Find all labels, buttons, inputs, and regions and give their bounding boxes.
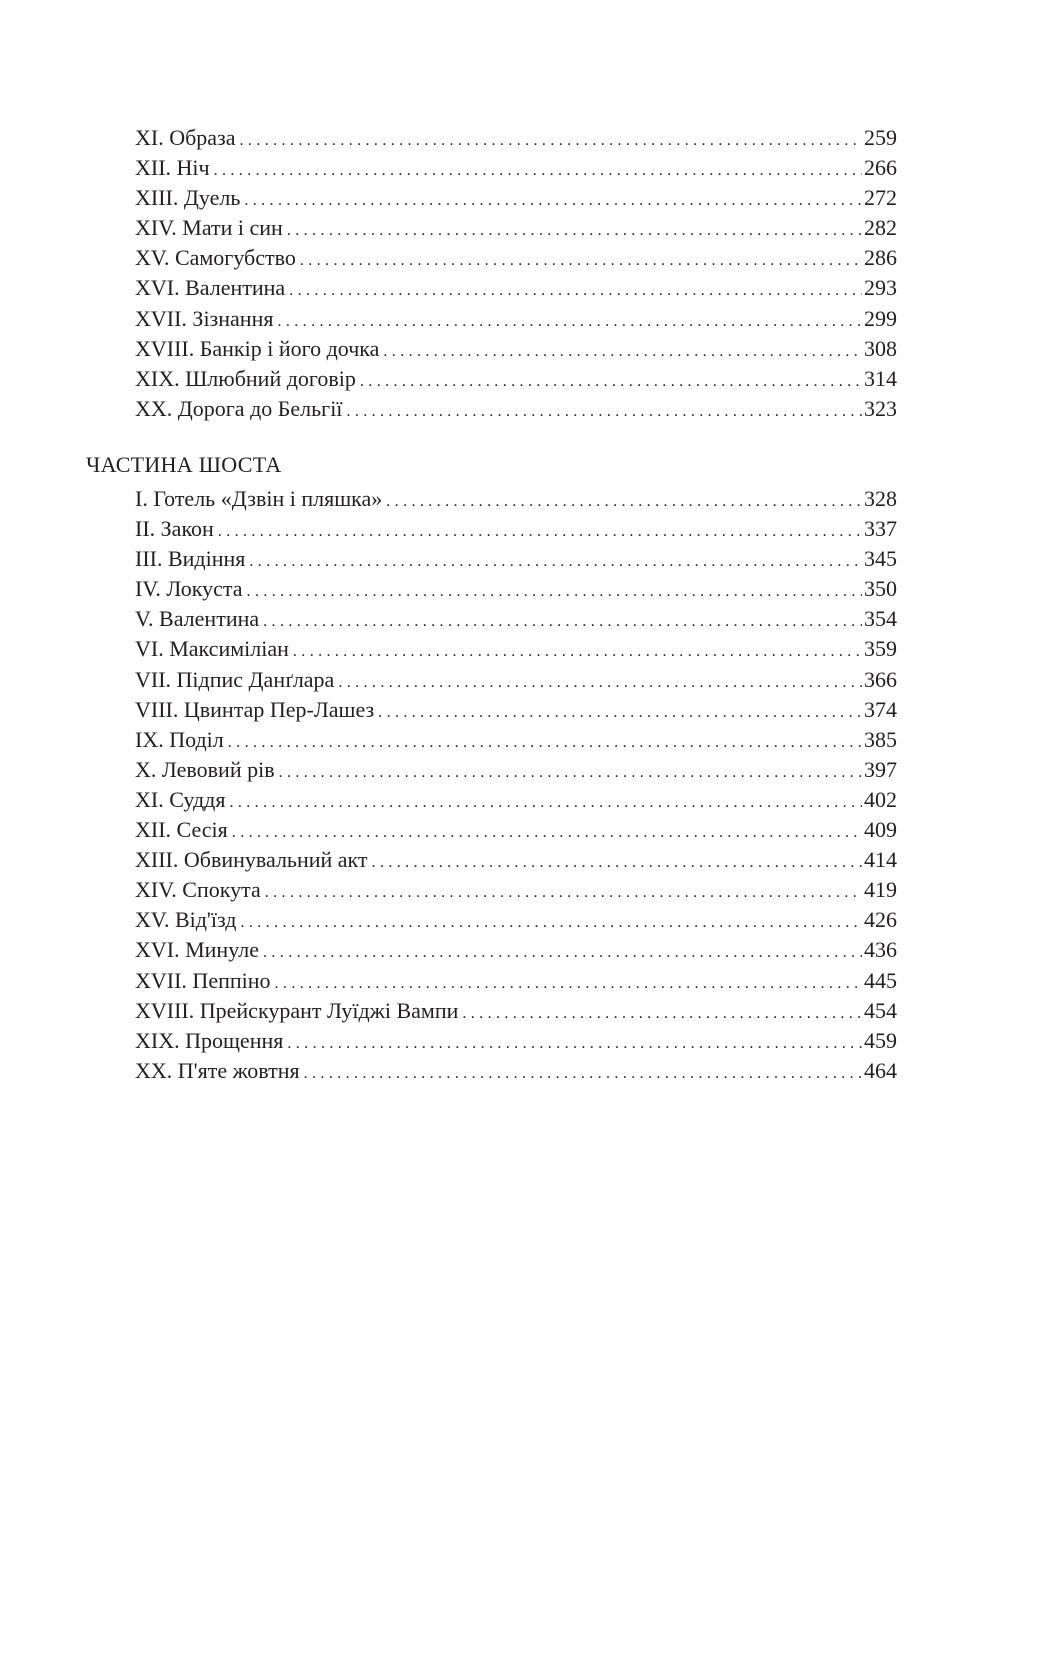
chapter-title: XV. Самогубство bbox=[135, 245, 296, 271]
chapter-title: VII. Підпис Данґлара bbox=[135, 666, 335, 692]
page-number: 459 bbox=[864, 1027, 897, 1053]
dot-leader bbox=[263, 607, 862, 634]
dot-leader bbox=[383, 337, 862, 364]
toc-entry bbox=[135, 514, 897, 544]
toc-entry bbox=[135, 183, 897, 213]
toc-entry bbox=[135, 875, 897, 905]
page-number: 314 bbox=[864, 365, 897, 391]
chapter-title: XII. Сесія bbox=[135, 817, 228, 843]
dot-leader bbox=[360, 367, 862, 394]
page-number: 385 bbox=[864, 726, 897, 752]
dot-leader bbox=[338, 668, 862, 695]
toc-entry bbox=[135, 996, 897, 1026]
dot-leader bbox=[287, 216, 862, 243]
dot-leader bbox=[265, 878, 862, 905]
chapter-title: XIV. Спокута bbox=[135, 877, 261, 903]
page-number: 419 bbox=[864, 877, 897, 903]
page-number: 328 bbox=[864, 486, 897, 511]
toc-entry bbox=[135, 725, 897, 755]
dot-leader bbox=[228, 728, 862, 755]
page-number: 402 bbox=[864, 786, 897, 812]
page-number: 282 bbox=[864, 215, 897, 241]
page-number: 259 bbox=[864, 125, 897, 150]
dot-leader bbox=[289, 276, 862, 303]
chapter-title: XIV. Мати і син bbox=[135, 215, 283, 241]
page-number: 445 bbox=[864, 967, 897, 993]
chapter-title: XX. П'яте жовтня bbox=[135, 1057, 300, 1083]
chapter-title: XIX. Шлюбний договір bbox=[135, 365, 356, 391]
toc-list bbox=[0, 484, 897, 1086]
toc-entry bbox=[135, 845, 897, 875]
chapter-title: XI. Суддя bbox=[135, 786, 226, 812]
dot-leader bbox=[300, 246, 862, 273]
dot-leader bbox=[462, 999, 862, 1026]
dot-leader bbox=[277, 307, 862, 334]
chapter-title: XV. Від'їзд bbox=[135, 907, 237, 933]
toc-list bbox=[0, 123, 1063, 424]
toc-entry bbox=[135, 755, 897, 785]
part-heading: ЧАСТИНА ШОСТА bbox=[86, 452, 282, 477]
chapter-title: XVI. Минуле bbox=[135, 937, 259, 963]
dot-leader bbox=[304, 1059, 862, 1086]
chapter-title: XVI. Валентина bbox=[135, 275, 286, 301]
dot-leader bbox=[275, 969, 862, 996]
chapter-title: V. Валентина bbox=[135, 606, 260, 632]
toc-entry bbox=[135, 815, 897, 845]
toc-entry bbox=[135, 966, 897, 996]
toc-entry bbox=[135, 394, 897, 424]
chapter-title: II. Закон bbox=[135, 516, 214, 542]
page-number: 308 bbox=[864, 335, 897, 361]
toc-entry bbox=[135, 1056, 897, 1086]
chapter-title: XIX. Прощення bbox=[135, 1027, 284, 1053]
page-number: 454 bbox=[864, 997, 897, 1023]
page-number: 366 bbox=[864, 666, 897, 692]
page-number: 436 bbox=[864, 937, 897, 963]
dot-leader bbox=[263, 938, 862, 965]
chapter-title: XIII. Дуель bbox=[135, 185, 241, 211]
dot-leader bbox=[232, 818, 862, 845]
page-number: 414 bbox=[864, 847, 897, 873]
page-number: 272 bbox=[864, 185, 897, 211]
dot-leader bbox=[247, 577, 862, 604]
page-number: 426 bbox=[864, 907, 897, 933]
chapter-title: XVIII. Банкір і його дочка bbox=[135, 335, 380, 361]
toc-entry bbox=[135, 484, 897, 514]
chapter-title: XII. Ніч bbox=[135, 155, 210, 181]
page-number: 374 bbox=[864, 696, 897, 722]
toc-entry bbox=[135, 123, 897, 153]
toc-entry bbox=[135, 364, 897, 394]
dot-leader bbox=[386, 487, 862, 514]
toc-entry bbox=[135, 574, 897, 604]
dot-leader bbox=[240, 126, 862, 153]
page-number: 299 bbox=[864, 305, 897, 331]
toc-entry bbox=[135, 785, 897, 815]
page-number: 293 bbox=[864, 275, 897, 301]
page-number: 409 bbox=[864, 817, 897, 843]
toc-entry bbox=[135, 1026, 897, 1056]
dot-leader bbox=[249, 547, 862, 574]
toc-section-continued bbox=[0, 123, 1063, 424]
chapter-title: XX. Дорога до Бельгії bbox=[135, 395, 343, 421]
page-number: 350 bbox=[864, 576, 897, 602]
toc-entry bbox=[135, 213, 897, 243]
toc-entry bbox=[135, 243, 897, 273]
page-number: 354 bbox=[864, 606, 897, 632]
dot-leader bbox=[346, 397, 862, 424]
chapter-title: I. Готель «Дзвін і пляшка» bbox=[135, 486, 383, 511]
toc-entry bbox=[135, 153, 897, 183]
page-number: 345 bbox=[864, 546, 897, 572]
chapter-title: VI. Максиміліан bbox=[135, 636, 289, 662]
dot-leader bbox=[372, 848, 862, 875]
toc-entry bbox=[135, 935, 897, 965]
chapter-title: IX. Поділ bbox=[135, 726, 224, 752]
chapter-title: XVII. Пеппіно bbox=[135, 967, 271, 993]
toc-entry bbox=[135, 544, 897, 574]
dot-leader bbox=[378, 698, 862, 725]
toc-entry bbox=[135, 334, 897, 364]
chapter-title: VIII. Цвинтар Пер-Лашез bbox=[135, 696, 375, 722]
dot-leader bbox=[279, 758, 862, 785]
toc-entry bbox=[135, 905, 897, 935]
chapter-title: IV. Локуста bbox=[135, 576, 243, 602]
toc-entry bbox=[135, 273, 897, 303]
dot-leader bbox=[229, 788, 862, 815]
dot-leader bbox=[287, 1029, 862, 1056]
chapter-title: X. Левовий рів bbox=[135, 756, 275, 782]
dot-leader bbox=[240, 908, 862, 935]
chapter-title: XIII. Обвинувальний акт bbox=[135, 847, 368, 873]
chapter-title: III. Видіння bbox=[135, 546, 246, 572]
toc-entry bbox=[135, 304, 897, 334]
toc-entry bbox=[135, 604, 897, 634]
dot-leader bbox=[214, 156, 862, 183]
chapter-title: XVII. Зізнання bbox=[135, 305, 274, 331]
page-number: 323 bbox=[864, 395, 897, 421]
dot-leader bbox=[244, 186, 862, 213]
page-number: 464 bbox=[864, 1057, 897, 1083]
toc-entry bbox=[135, 634, 897, 664]
page-number: 266 bbox=[864, 155, 897, 181]
chapter-title: XI. Образа bbox=[135, 125, 236, 150]
page-number: 337 bbox=[864, 516, 897, 542]
page-number: 397 bbox=[864, 756, 897, 782]
toc-entry bbox=[135, 695, 897, 725]
chapter-title: XVIII. Прейскурант Луїджі Вампи bbox=[135, 997, 459, 1023]
dot-leader bbox=[293, 637, 862, 664]
dot-leader bbox=[218, 517, 862, 544]
toc-entry bbox=[135, 665, 897, 695]
page-number: 286 bbox=[864, 245, 897, 271]
page-number: 359 bbox=[864, 636, 897, 662]
